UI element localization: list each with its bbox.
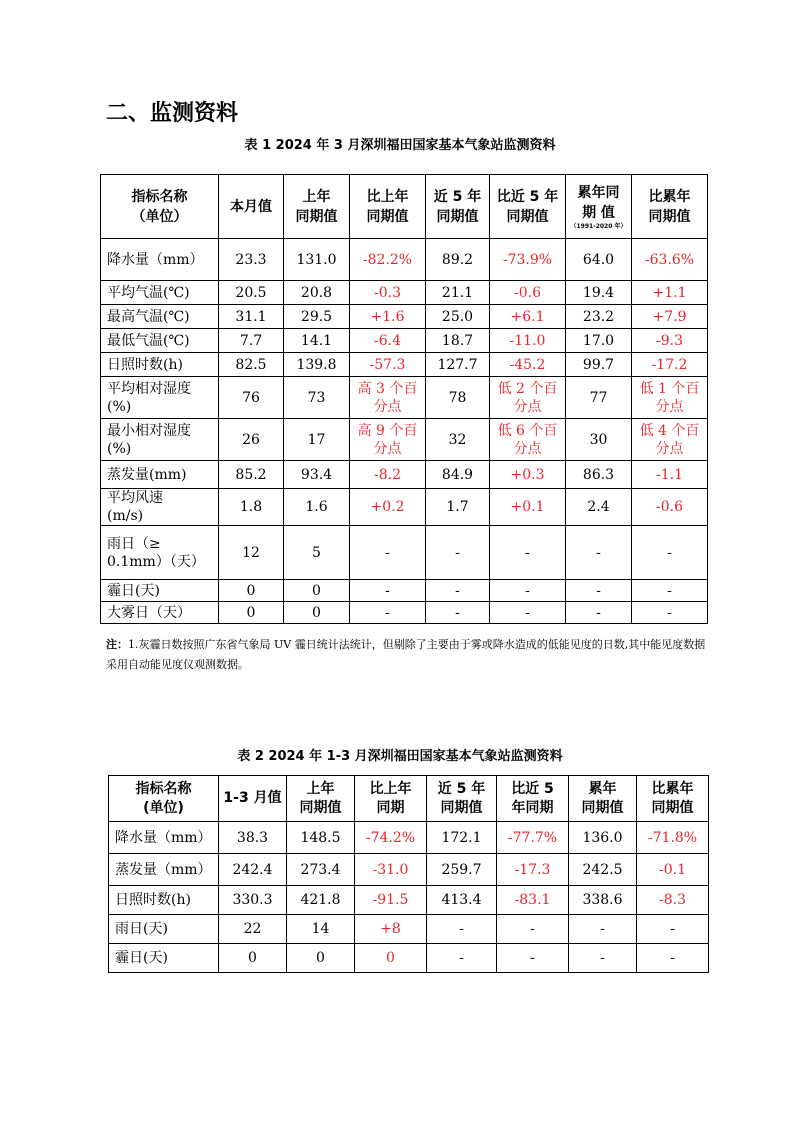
header-5yr: 近 5 年 同期值 <box>426 175 490 239</box>
table-cell: -11.0 <box>490 329 566 353</box>
row-label: 最低气温(℃) <box>101 329 219 353</box>
table-cell: - <box>569 944 637 973</box>
header-vs-normal: 比累年 同期值 <box>632 175 708 239</box>
table-row <box>101 580 708 602</box>
table-note <box>106 635 706 675</box>
table-cell: - <box>490 602 566 624</box>
table-cell: -83.1 <box>497 886 569 915</box>
table-row <box>109 822 709 854</box>
table-cell: 低 1 个百 分点 <box>632 377 708 419</box>
table-row <box>101 353 708 377</box>
table-cell: 82.5 <box>219 353 284 377</box>
table2-quarterly-data <box>108 775 709 973</box>
row-label: 蒸发量（mm） <box>109 854 219 886</box>
header-indicator: 指标名称 （单位） <box>101 175 219 239</box>
table-cell: - <box>350 526 426 580</box>
table-cell: 172.1 <box>427 822 497 854</box>
table-cell: 38.3 <box>219 822 287 854</box>
table-cell: - <box>632 580 708 602</box>
table-cell: 20.8 <box>284 281 350 305</box>
row-label: 霾日(天) <box>109 944 219 973</box>
table-cell: -8.2 <box>350 461 426 489</box>
header-current-month: 本月值 <box>219 175 284 239</box>
table-cell: -0.3 <box>350 281 426 305</box>
table-cell: 5 <box>284 526 350 580</box>
table-cell: - <box>497 915 569 944</box>
table-cell: 低 6 个百 分点 <box>490 419 566 461</box>
table-cell: 17.0 <box>566 329 632 353</box>
table-cell: 0 <box>355 944 427 973</box>
table-cell: 23.2 <box>566 305 632 329</box>
table-cell: 93.4 <box>284 461 350 489</box>
table-row <box>101 239 708 281</box>
table-cell: -57.3 <box>350 353 426 377</box>
table-cell: - <box>569 915 637 944</box>
table-cell: - <box>632 602 708 624</box>
table-row <box>101 377 708 419</box>
table-cell: 14.1 <box>284 329 350 353</box>
table-cell: 17 <box>284 419 350 461</box>
table-row <box>109 944 709 973</box>
table-cell: -31.0 <box>355 854 427 886</box>
table-cell: 高 3 个百 分点 <box>350 377 426 419</box>
table-cell: 1.8 <box>219 489 284 526</box>
table-cell: -82.2% <box>350 239 426 281</box>
table1-caption: 表 1 2024 年 3 月深圳福田国家基本气象站监测资料 <box>244 138 556 153</box>
table-cell: - <box>427 944 497 973</box>
row-label: 霾日(天) <box>101 580 219 602</box>
table-row <box>101 419 708 461</box>
table-cell: 99.7 <box>566 353 632 377</box>
header-climate-normal: 累年同 期 值 （1991-2020 年） <box>566 175 632 239</box>
table-cell: 18.7 <box>426 329 490 353</box>
row-label: 日照时数(h) <box>101 353 219 377</box>
table-cell: - <box>350 602 426 624</box>
table-cell: 高 9 个百 分点 <box>350 419 426 461</box>
table-cell: +0.2 <box>350 489 426 526</box>
table-cell: 29.5 <box>284 305 350 329</box>
table-cell: - <box>490 526 566 580</box>
table-cell: 12 <box>219 526 284 580</box>
table-cell: 0 <box>219 602 284 624</box>
table-cell: 64.0 <box>566 239 632 281</box>
header-last-year: 上年 同期值 <box>284 175 350 239</box>
table-cell: +7.9 <box>632 305 708 329</box>
table-cell: +8 <box>355 915 427 944</box>
header-vs-last-year: 比上年 同期 <box>355 776 427 822</box>
row-label: 日照时数(h) <box>109 886 219 915</box>
row-label: 平均风速 (m/s) <box>101 489 219 526</box>
table-cell: 20.5 <box>219 281 284 305</box>
table-cell: -17.3 <box>497 854 569 886</box>
header-vs-last-year: 比上年 同期值 <box>350 175 426 239</box>
table-cell: -73.9% <box>490 239 566 281</box>
table-cell: 0 <box>284 602 350 624</box>
table-cell: -0.6 <box>632 489 708 526</box>
table-cell: -17.2 <box>632 353 708 377</box>
table2-caption: 表 2 2024 年 1-3 月深圳福田国家基本气象站监测资料 <box>237 749 563 764</box>
table-cell: 413.4 <box>427 886 497 915</box>
table-cell: 低 4 个百 分点 <box>632 419 708 461</box>
table-cell: - <box>427 915 497 944</box>
table-cell: 0 <box>219 580 284 602</box>
table-cell: 136.0 <box>569 822 637 854</box>
table-cell: 32 <box>426 419 490 461</box>
table-row <box>101 281 708 305</box>
table-cell: 21.1 <box>426 281 490 305</box>
row-label: 大雾日（天） <box>101 602 219 624</box>
table-cell: - <box>426 580 490 602</box>
table-row <box>101 305 708 329</box>
table-cell: -77.7% <box>497 822 569 854</box>
table-row <box>109 915 709 944</box>
row-label: 降水量（mm） <box>101 239 219 281</box>
table-cell: 85.2 <box>219 461 284 489</box>
table-cell: - <box>566 602 632 624</box>
table-cell: 76 <box>219 377 284 419</box>
table-cell: - <box>566 580 632 602</box>
header-vs-5yr: 比近 5 年 同期值 <box>490 175 566 239</box>
header-q1-value: 1-3 月值 <box>219 776 287 822</box>
table-cell: 1.6 <box>284 489 350 526</box>
table-cell: 242.4 <box>219 854 287 886</box>
table-cell: - <box>426 526 490 580</box>
row-label: 雨日（≥ 0.1mm）（天） <box>101 526 219 580</box>
table-cell: 25.0 <box>426 305 490 329</box>
table-row <box>101 489 708 526</box>
header-indicator: 指标名称 (单位) <box>109 776 219 822</box>
table-cell: 0 <box>284 580 350 602</box>
table-cell: +1.6 <box>350 305 426 329</box>
table-cell: +0.3 <box>490 461 566 489</box>
header-climate-normal: 累年 同期值 <box>569 776 637 822</box>
table-row <box>109 854 709 886</box>
table-cell: 14 <box>287 915 355 944</box>
row-label: 降水量（mm） <box>109 822 219 854</box>
table-cell: - <box>490 580 566 602</box>
table-cell: 330.3 <box>219 886 287 915</box>
table-cell: 131.0 <box>284 239 350 281</box>
table-cell: 273.4 <box>287 854 355 886</box>
table-cell: 低 2 个百 分点 <box>490 377 566 419</box>
table-cell: -0.6 <box>490 281 566 305</box>
table-cell: - <box>497 944 569 973</box>
table-cell: 23.3 <box>219 239 284 281</box>
table-cell: 242.5 <box>569 854 637 886</box>
header-5yr: 近 5 年 同期值 <box>427 776 497 822</box>
table-cell: -91.5 <box>355 886 427 915</box>
table-cell: 84.9 <box>426 461 490 489</box>
note-prefix: 注： <box>106 638 128 651</box>
row-label: 最小相对湿度 (%) <box>101 419 219 461</box>
table1-monthly-data <box>100 174 708 624</box>
table-cell: 31.1 <box>219 305 284 329</box>
table-cell: -45.2 <box>490 353 566 377</box>
table-cell: 19.4 <box>566 281 632 305</box>
header-vs-5yr: 比近 5 年同期 <box>497 776 569 822</box>
table-cell: - <box>426 602 490 624</box>
header-normal-period: （1991-2020 年） <box>570 222 627 230</box>
table-cell: 139.8 <box>284 353 350 377</box>
section-title: 二、监测资料 <box>106 101 239 126</box>
table-cell: -6.4 <box>350 329 426 353</box>
table-cell: 22 <box>219 915 287 944</box>
table-cell: -71.8% <box>637 822 709 854</box>
table-cell: 77 <box>566 377 632 419</box>
header-last-year: 上年 同期值 <box>287 776 355 822</box>
table-cell: +6.1 <box>490 305 566 329</box>
table-cell: 86.3 <box>566 461 632 489</box>
table-cell: 421.8 <box>287 886 355 915</box>
table-cell: 7.7 <box>219 329 284 353</box>
table-cell: 73 <box>284 377 350 419</box>
table-row <box>101 329 708 353</box>
table-cell: -74.2% <box>355 822 427 854</box>
table-cell: -1.1 <box>632 461 708 489</box>
table-cell: 89.2 <box>426 239 490 281</box>
table-cell: 259.7 <box>427 854 497 886</box>
table-cell: - <box>350 580 426 602</box>
row-label: 蒸发量(mm) <box>101 461 219 489</box>
table-cell: -63.6% <box>632 239 708 281</box>
table-cell: -0.1 <box>637 854 709 886</box>
row-label: 最高气温(℃) <box>101 305 219 329</box>
row-label: 雨日(天) <box>109 915 219 944</box>
table-cell: 30 <box>566 419 632 461</box>
row-label: 平均气温(℃) <box>101 281 219 305</box>
table-cell: 2.4 <box>566 489 632 526</box>
table-cell: +0.1 <box>490 489 566 526</box>
row-label: 平均相对湿度 (%) <box>101 377 219 419</box>
table-cell: 127.7 <box>426 353 490 377</box>
header-vs-normal: 比累年 同期值 <box>637 776 709 822</box>
table-cell: 338.6 <box>569 886 637 915</box>
table-cell: +1.1 <box>632 281 708 305</box>
table-row <box>101 602 708 624</box>
table-cell: -9.3 <box>632 329 708 353</box>
table-row <box>101 526 708 580</box>
table-row <box>101 461 708 489</box>
table-row <box>109 886 709 915</box>
table-cell: - <box>566 526 632 580</box>
table-cell: 148.5 <box>287 822 355 854</box>
table-cell: - <box>637 915 709 944</box>
table-cell: - <box>637 944 709 973</box>
table-cell: - <box>632 526 708 580</box>
table-cell: -8.3 <box>637 886 709 915</box>
table-cell: 26 <box>219 419 284 461</box>
note-text: 1.灰霾日数按照广东省气象局 UV 霾日统计法统计，但剔除了主要由于雾或降水造成的低能见度的日数,其中能见度数据采用自动能见度仪观测数据。 <box>106 638 706 671</box>
table-cell: 0 <box>219 944 287 973</box>
table-cell: 78 <box>426 377 490 419</box>
table-cell: 1.7 <box>426 489 490 526</box>
table-cell: 0 <box>287 944 355 973</box>
